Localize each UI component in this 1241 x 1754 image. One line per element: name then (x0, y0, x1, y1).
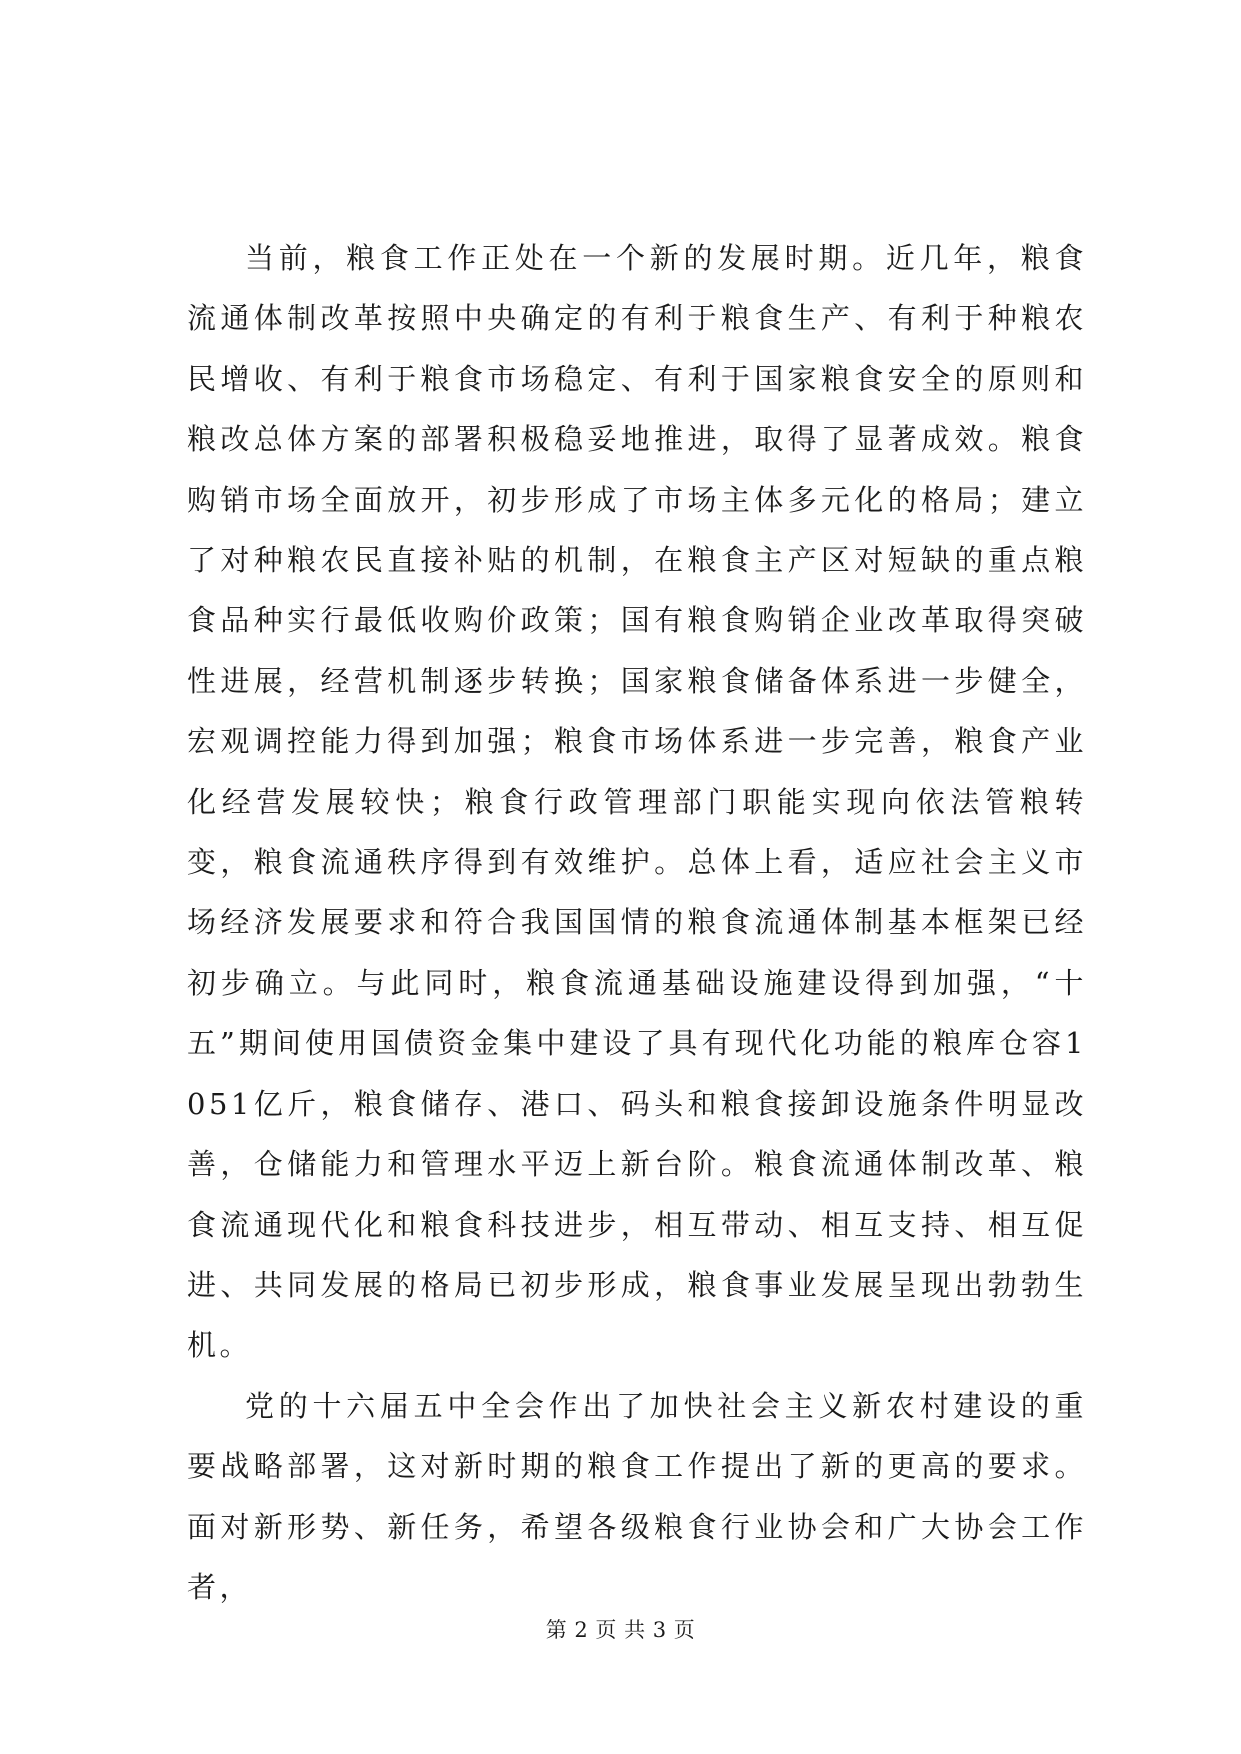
paragraph-1: 当前，粮食工作正处在一个新的发展时期。近几年，粮食流通体制改革按照中央确定的有利于粮食生产、有利于种粮农民增收、有利于粮食市场稳定、有利于国家粮食安全的原则和粮改总体方案的部署积极稳妥地推进，取得了显著成效。粮食购销市场全面放开，初步形成了市场主体多元化的格局；建立了对种粮农民直接补贴的机制，在粮食主产区对短缺的重点粮食品种实行最低收购价政策；国有粮食购销企业改革取得突破性进展，经营机制逐步转换；国家粮食储备体系进一步健全，宏观调控能力得到加强；粮食市场体系进一步完善，粮食产业化经营发展较快；粮食行政管理部门职能实现向依法管粮转变，粮食流通秩序得到有效维护。总体上看，适应社会主义市场经济发展要求和符合我国国情的粮食流通体制基本框架已经初步确立。与此同时，粮食流通基础设施建设得到加强，“十五”期间使用国债资金集中建设了具有现代化功能的粮库仓容1051亿斤，粮食储存、港口、码头和粮食接卸设施条件明显改善，仓储能力和管理水平迈上新台阶。粮食流通体制改革、粮食流通现代化和粮食科技进步，相互带动、相互支持、相互促进、共同发展的格局已初步形成，粮食事业发展呈现出勃勃生机。 (187, 241, 1087, 1363)
page-number-footer: 第 2 页 共 3 页 (545, 1618, 696, 1642)
document-body (187, 228, 1087, 1617)
paragraph-2: 党的十六届五中全会作出了加快社会主义新农村建设的重要战略部署，这对新时期的粮食工作提出了新的更高的要求。面对新形势、新任务，希望各级粮食行业协会和广大协会工作者， (187, 1388, 1087, 1604)
